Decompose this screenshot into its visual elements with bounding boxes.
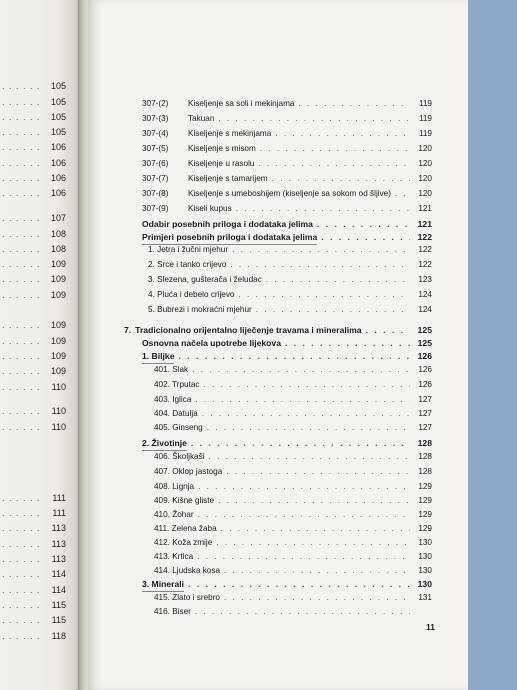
left-row (0, 613, 66, 627)
entry-title: 405. Ginseng (154, 423, 203, 432)
dot-leader: . . . . . . (2, 97, 41, 107)
dot-leader: . . . . . . (2, 81, 41, 91)
dot-leader (260, 142, 410, 156)
dot-leader: . . . . . . (2, 112, 41, 122)
entry-page: 128 (417, 438, 432, 448)
dot-leader: . . . . . . (2, 351, 41, 361)
left-row (0, 629, 66, 643)
entry-page: 122 (418, 260, 432, 269)
dot-leader: . . . . . . (2, 290, 41, 300)
toc-heading (142, 349, 432, 363)
page-number: 109 (50, 274, 66, 284)
entry-page: 119 (418, 114, 432, 123)
left-row (0, 598, 66, 612)
dot-leader: . . . . . . (2, 569, 41, 579)
toc-entry (154, 591, 432, 605)
dot-leader: . . . . . . (2, 142, 41, 152)
toc-entry (142, 202, 432, 216)
dot-leader (207, 421, 410, 435)
entry-title: 1. Biljke (142, 349, 174, 364)
toc-entry (148, 288, 432, 302)
page-number: 108 (50, 229, 66, 239)
entry-title: 4. Pluća i debelo crijevo (148, 290, 235, 299)
page-number: 114 (51, 569, 66, 579)
dot-leader (224, 564, 410, 578)
toc-entry (154, 564, 432, 578)
toc-entry (142, 157, 432, 171)
left-row (0, 380, 66, 394)
dot-leader: . . . . . . (2, 274, 41, 284)
page-number: 109 (50, 336, 66, 346)
dot-leader: . . . . . . (2, 422, 41, 432)
left-row (0, 583, 66, 597)
chapter-heading (124, 323, 432, 337)
entry-code: 307-(6) (142, 159, 169, 168)
toc-heading (142, 217, 432, 231)
dot-leader: . . . . . . (2, 366, 41, 376)
entry-page: 123 (418, 275, 432, 284)
dot-leader: . . . . . . (2, 336, 41, 346)
entry-page: 127 (418, 423, 432, 432)
entry-page: 130 (418, 538, 432, 547)
page-number: 113 (51, 539, 66, 549)
entry-title: Takuan (188, 114, 215, 123)
dot-leader (218, 494, 410, 508)
toc-entry (154, 508, 432, 522)
dot-leader (209, 450, 410, 464)
dot-leader: . . . . . . (2, 523, 41, 533)
entry-title: 415. Zlato i srebro (154, 593, 220, 602)
left-row (0, 95, 66, 109)
page-number: 114 (51, 585, 66, 595)
entry-page: 119 (418, 129, 432, 138)
toc-entry (154, 605, 432, 619)
page-number: 105 (50, 97, 66, 107)
entry-title: 412. Koža zmije (154, 538, 213, 547)
left-row (0, 404, 66, 418)
dot-leader: . . . . . . (2, 585, 41, 595)
entry-title: Kiseljenje u rasolu (188, 159, 255, 168)
left-row (0, 567, 66, 581)
entry-code: 307-(3) (142, 114, 169, 123)
dot-leader (366, 323, 410, 337)
page-number: 113 (51, 523, 66, 533)
dot-leader: . . . . . . (2, 554, 41, 564)
left-row (0, 242, 66, 256)
toc-heading (142, 336, 432, 350)
toc-entry (142, 97, 432, 111)
entry-page: 121 (417, 219, 432, 229)
page-number: 111 (52, 508, 66, 518)
page-number: 110 (51, 382, 66, 392)
left-row (0, 227, 66, 241)
toc-entry (148, 303, 432, 317)
dot-leader: . . . . . . (2, 631, 41, 641)
entry-code: 307-(2) (142, 99, 169, 108)
page-number: 106 (50, 142, 66, 152)
dot-leader: . . . . . . (2, 173, 41, 183)
dot-leader (256, 303, 410, 317)
page-number: 115 (51, 615, 66, 625)
entry-page: 126 (418, 380, 432, 389)
entry-title: 404. Datulja (154, 409, 198, 418)
folio-page-number: 11 (426, 622, 435, 632)
dot-leader (191, 436, 410, 450)
entry-page: 120 (418, 174, 432, 183)
entry-page: 120 (418, 144, 432, 153)
entry-page: 129 (418, 496, 432, 505)
entry-page: 129 (418, 524, 432, 533)
entry-page: 129 (418, 482, 432, 491)
entry-title: Osnovna načela upotrebe lijekova (142, 338, 281, 348)
entry-title: 406. Školjkaši (154, 452, 205, 461)
dot-leader (202, 407, 410, 421)
entry-title: 411. Zelena žaba (154, 524, 217, 533)
dot-leader: . . . . . . (2, 406, 41, 416)
left-row (0, 211, 66, 225)
toc-entry (142, 142, 432, 156)
entry-title: 403. Iglica (154, 395, 192, 404)
entry-title: 2. Životinje (142, 436, 187, 451)
dot-leader: . . . . . . (2, 508, 41, 518)
page-number: 105 (50, 127, 66, 137)
toc-heading (142, 577, 432, 591)
entry-code: 307-(5) (142, 144, 169, 153)
dot-leader (178, 349, 410, 363)
entry-title: Kiseljenje s umeboshijem (kiseljenje sa sokom od šljive) (188, 189, 391, 198)
page-number: 106 (50, 188, 66, 198)
dot-leader (221, 522, 410, 536)
toc-entry (154, 363, 432, 377)
dot-leader (204, 378, 410, 392)
page-number: 105 (50, 81, 66, 91)
entry-page: 120 (418, 159, 432, 168)
dot-leader (195, 605, 410, 619)
page-number: 110 (51, 422, 66, 432)
entry-code: 307-(4) (142, 129, 169, 138)
entry-title: 414. Ljudska kosa (154, 566, 220, 575)
entry-title: Tradicionalno orijentalno liječenje travama i mineralima (135, 325, 362, 335)
dot-leader (218, 112, 410, 126)
left-row (0, 140, 66, 154)
left-row (0, 318, 66, 332)
toc-entry (148, 273, 432, 287)
entry-title: 401. Slak (154, 365, 189, 374)
dot-leader (224, 591, 410, 605)
entry-page: 128 (418, 452, 432, 461)
dot-leader: . . . . . . (2, 244, 41, 254)
entry-page: 119 (418, 99, 432, 108)
entry-title: Odabir posebnih priloga i dodataka jelima (142, 219, 313, 229)
toc-entry (148, 243, 432, 257)
entry-title: Kiseljenje s mekinjama (188, 129, 272, 138)
entry-page: 130 (417, 579, 432, 589)
page-number: 118 (51, 631, 66, 641)
left-row (0, 171, 66, 185)
dot-leader (232, 243, 410, 257)
left-row (0, 110, 66, 124)
page-number: 108 (50, 244, 66, 254)
toc-entry (154, 480, 432, 494)
page-number: 109 (50, 366, 66, 376)
dot-leader: . . . . . . (2, 213, 41, 223)
dot-leader (197, 550, 410, 564)
left-row (0, 125, 66, 139)
dot-leader (272, 172, 410, 186)
toc-entry (154, 522, 432, 536)
entry-page: 131 (418, 593, 432, 602)
toc-heading (142, 436, 432, 450)
page-number: 107 (50, 213, 66, 223)
page-number: 109 (50, 320, 66, 330)
left-row (0, 186, 66, 200)
page-number: 109 (50, 259, 66, 269)
toc-entry (154, 536, 432, 550)
entry-page: 126 (417, 351, 432, 361)
left-row (0, 420, 66, 434)
page-number: 105 (50, 112, 66, 122)
toc-entry (142, 172, 432, 186)
dot-leader (317, 217, 410, 231)
entry-title: 410. Žohar (154, 510, 194, 519)
entry-code: 307-(9) (142, 204, 169, 213)
left-row (0, 257, 66, 271)
chapter-number: 7. (124, 325, 132, 335)
page-number: 111 (52, 493, 66, 503)
entry-page: 130 (418, 552, 432, 561)
left-page (0, 0, 80, 690)
left-row (0, 537, 66, 551)
entry-page: 128 (418, 467, 432, 476)
dot-leader: . . . . . . (2, 493, 41, 503)
entry-title: 413. Krtica (154, 552, 194, 561)
dot-leader (275, 127, 410, 141)
entry-title: 416. Biser (154, 607, 191, 616)
entry-title: Kiseli kupus (188, 204, 232, 213)
entry-title: 3. Minerali (142, 577, 184, 592)
entry-title: 408. Lignja (154, 482, 195, 491)
entry-title: Primjeri posebnih priloga i dodataka jelima (142, 230, 317, 245)
dot-leader (230, 258, 410, 272)
left-row (0, 349, 66, 363)
dot-leader (285, 336, 410, 350)
dot-leader: . . . . . . (2, 382, 41, 392)
dot-leader (198, 480, 410, 494)
dot-leader (236, 202, 410, 216)
dot-leader (321, 230, 410, 244)
toc-entry (154, 407, 432, 421)
dot-leader (258, 157, 410, 171)
toc-entry (154, 465, 432, 479)
dot-leader (298, 97, 410, 111)
dot-leader: . . . . . . (2, 600, 41, 610)
entry-page: 129 (418, 510, 432, 519)
dot-leader: . . . . . . (2, 188, 41, 198)
entry-page: 126 (418, 365, 432, 374)
dot-leader (395, 187, 410, 201)
page-number: 106 (50, 173, 66, 183)
left-row (0, 552, 66, 566)
left-row (0, 79, 66, 93)
dot-leader (238, 288, 410, 302)
left-row (0, 272, 66, 286)
entry-page: 127 (418, 395, 432, 404)
entry-title: 409. Kišne gliste (154, 496, 215, 505)
left-row (0, 521, 66, 535)
entry-page: 125 (417, 338, 432, 348)
toc-entry (154, 450, 432, 464)
dot-leader: . . . . . . (2, 158, 41, 168)
page-number: 109 (50, 290, 66, 300)
entry-page: 120 (418, 189, 432, 198)
left-row (0, 156, 66, 170)
toc-entry (154, 378, 432, 392)
dot-leader (192, 363, 410, 377)
entry-code: 307-(8) (142, 189, 169, 198)
entry-title: 5. Bubrezi i mokraćni mjehur (148, 305, 252, 314)
dot-leader: . . . . . . (2, 259, 41, 269)
dot-leader: . . . . . . (2, 127, 41, 137)
entry-page: 122 (417, 232, 432, 242)
entry-page: 122 (418, 245, 432, 254)
toc-entry (154, 494, 432, 508)
page-number: 106 (50, 158, 66, 168)
entry-title: 3. Slezena, gušterača i želudac (148, 275, 262, 284)
dot-leader (216, 536, 410, 550)
left-row (0, 334, 66, 348)
toc-entry (142, 127, 432, 141)
dot-leader (198, 508, 410, 522)
entry-title: Kiseljenje s misom (188, 144, 256, 153)
toc-entry (154, 393, 432, 407)
right-page (88, 0, 468, 690)
toc-entry (154, 421, 432, 435)
left-row (0, 288, 66, 302)
page-number: 109 (50, 351, 66, 361)
toc-entry (142, 187, 432, 201)
entry-title: 1. Jetra i žučni mjehur (148, 245, 229, 254)
dot-leader (195, 393, 410, 407)
left-row (0, 364, 66, 378)
entry-title: Kiseljenje s tamarijem (188, 174, 268, 183)
entry-code: 307-(7) (142, 174, 169, 183)
dot-leader (266, 273, 410, 287)
dot-leader: . . . . . . (2, 615, 41, 625)
entry-page: 124 (418, 305, 432, 314)
toc-entry (142, 112, 432, 126)
entry-page: 124 (418, 290, 432, 299)
left-row (0, 491, 66, 505)
toc-heading (142, 230, 432, 244)
toc-entry (148, 258, 432, 272)
page-number: 110 (51, 406, 66, 416)
toc-entry (154, 550, 432, 564)
dot-leader: . . . . . . (2, 229, 41, 239)
page-number: 113 (51, 554, 66, 564)
entry-title: 407. Oklop jastoga (154, 467, 223, 476)
left-row (0, 506, 66, 520)
entry-page: 127 (418, 409, 432, 418)
dot-leader (226, 465, 410, 479)
entry-title: 2. Srce i tanko crijevo (148, 260, 227, 269)
entry-title: Kiseljenje sa soli i mekinjama (188, 99, 295, 108)
entry-page: 121 (418, 204, 432, 213)
entry-page: 130 (418, 566, 432, 575)
dot-leader: . . . . . . (2, 539, 41, 549)
entry-title: 402. Trputac (154, 380, 200, 389)
dot-leader (188, 577, 410, 591)
entry-page: 125 (417, 325, 432, 335)
dot-leader: . . . . . . (2, 320, 41, 330)
page-number: 115 (51, 600, 66, 610)
